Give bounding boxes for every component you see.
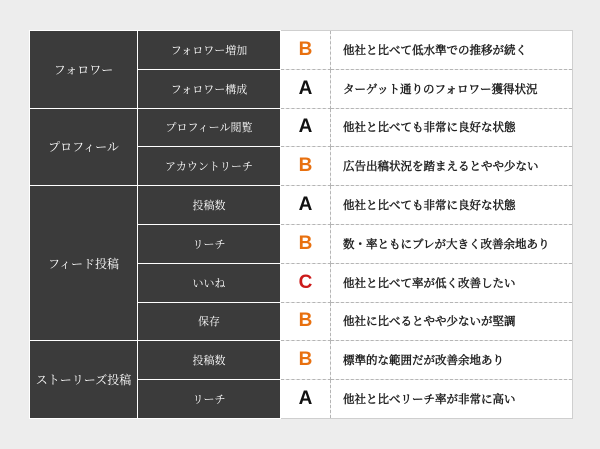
comment-text: ターゲット通りのフォロワー獲得状況 [331, 69, 573, 108]
metric-label: フォロワー増加 [138, 31, 281, 70]
grade-badge: A [281, 108, 331, 147]
table-row [30, 108, 573, 147]
evaluation-table [29, 30, 573, 419]
metric-label: 投稿数 [138, 341, 281, 380]
metric-label: 投稿数 [138, 186, 281, 225]
evaluation-table-body [30, 31, 573, 419]
metric-label: リーチ [138, 380, 281, 419]
comment-text: 標準的な範囲だが改善余地あり [331, 341, 573, 380]
category-label: フォロワー [30, 31, 138, 109]
grade-badge: A [281, 186, 331, 225]
grade-badge: B [281, 224, 331, 263]
comment-text: 他社と比べて低水準での推移が続く [331, 31, 573, 70]
comment-text: 他社と比べて率が低く改善したい [331, 263, 573, 302]
table-row [30, 341, 573, 380]
grade-badge: A [281, 69, 331, 108]
grade-badge: B [281, 341, 331, 380]
metric-label: いいね [138, 263, 281, 302]
comment-text: 数・率ともにブレが大きく改善余地あり [331, 224, 573, 263]
comment-text: 他社と比べリーチ率が非常に高い [331, 380, 573, 419]
grade-badge: B [281, 31, 331, 70]
table-row [30, 31, 573, 70]
grade-badge: C [281, 263, 331, 302]
category-label: プロフィール [30, 108, 138, 186]
metric-label: 保存 [138, 302, 281, 341]
table-row [30, 186, 573, 225]
category-label: ストーリーズ投稿 [30, 341, 138, 419]
metric-label: フォロワー構成 [138, 69, 281, 108]
metric-label: プロフィール閲覧 [138, 108, 281, 147]
grade-badge: B [281, 302, 331, 341]
category-label: フィード投稿 [30, 186, 138, 341]
comment-text: 他社と比べても非常に良好な状態 [331, 108, 573, 147]
comment-text: 他社に比べるとやや少ないが堅調 [331, 302, 573, 341]
metric-label: リーチ [138, 224, 281, 263]
grade-badge: B [281, 147, 331, 186]
comment-text: 広告出稿状況を踏まえるとやや少ない [331, 147, 573, 186]
grade-badge: A [281, 380, 331, 419]
metric-label: アカウントリーチ [138, 147, 281, 186]
comment-text: 他社と比べても非常に良好な状態 [331, 186, 573, 225]
